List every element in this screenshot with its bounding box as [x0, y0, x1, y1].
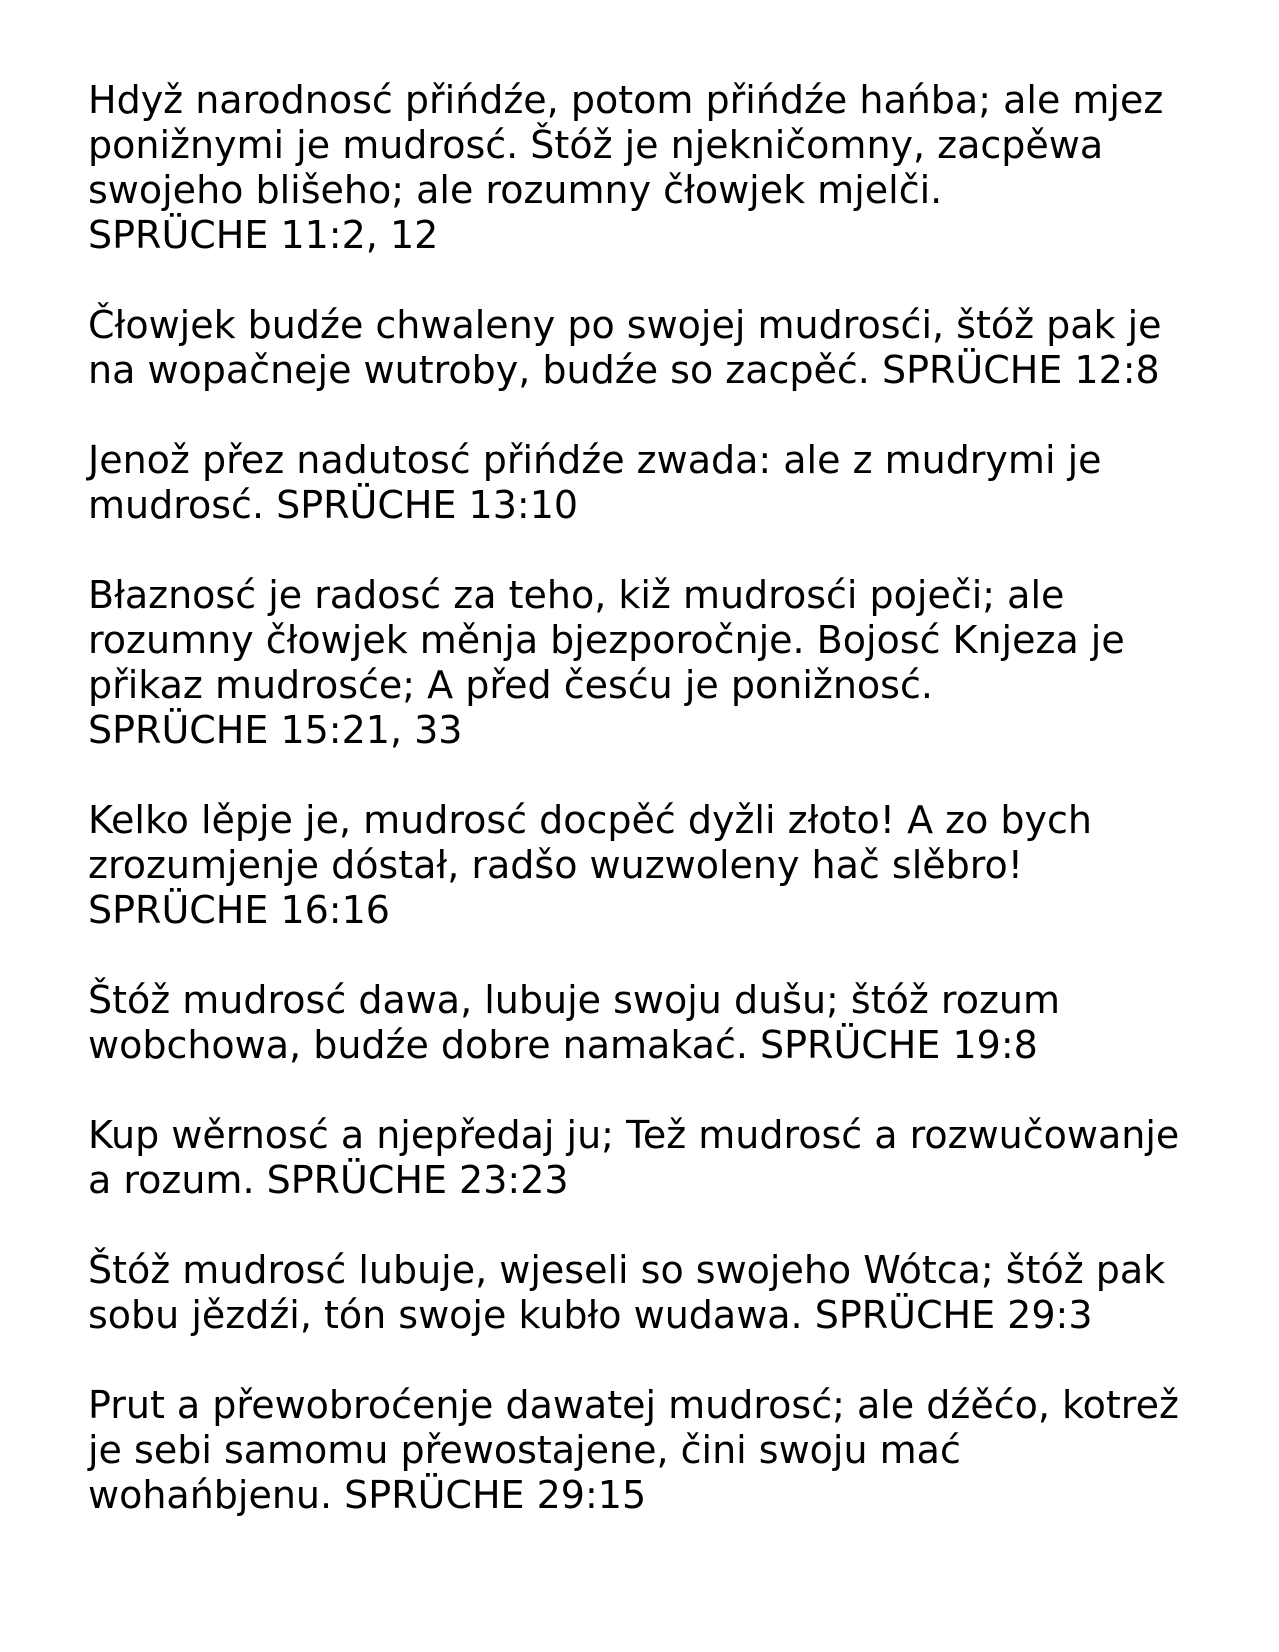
passage-proverbs-16: Kelko lěpje je, mudrosć docpěć dyžli złoto! A zo bych zrozumjenje dóstał, radšo wuzwoleny hač slěbro! SPRÜCHE 16:16	[88, 798, 1093, 932]
passage-proverbs-12: Čłowjek budźe chwaleny po swojej mudrosći, štóž pak je na wopačneje wutroby, budźe so zacpěć. SPRÜCHE 12:8	[88, 303, 1162, 392]
passage-proverbs-15: Błaznosć je radosć za teho, kiž mudrosći poječi; ale rozumny čłowjek měnja bjezporočnje. Bojosć Knjeza je přikaz mudrosće; A před česću je ponižnosć. SPRÜCHE 15:21, 33	[88, 573, 1125, 752]
passage-proverbs-23: Kup wěrnosć a njepředaj ju; Tež mudrosć a rozwučowanje a rozum. SPRÜCHE 23:23	[88, 1113, 1180, 1202]
passage-proverbs-19: Štóž mudrosć dawa, lubuje swoju dušu; štóž rozum wobchowa, budźe dobre namakać. SPRÜCHE 19:8	[88, 978, 1060, 1067]
passage-proverbs-29-3: Štóž mudrosć lubuje, wjeseli so swojeho Wótca; štóž pak sobu jězdźi, tón swoje kubło wudawa. SPRÜCHE 29:3	[88, 1248, 1166, 1337]
passage-proverbs-13: Jenož přez nadutosć přińdźe zwada: ale z mudrymi je mudrosć. SPRÜCHE 13:10	[88, 438, 1102, 527]
passage-proverbs-29-15: Prut a přewobroćenje dawatej mudrosć; ale dźěćo, kotrež je sebi samomu přewostajene, čini swoju mać wohańbjenu. SPRÜCHE 29:15	[88, 1383, 1179, 1517]
document-page	[88, 78, 1198, 1563]
passage-proverbs-11: Hdyž narodnosć přińdźe, potom přińdźe hańba; ale mjez ponižnymi je mudrosć. Štóž je njekničomny, zacpěwa swojeho blišeho; ale rozumny čłowjek mjelči. SPRÜCHE 11:2, 12	[88, 78, 1164, 257]
